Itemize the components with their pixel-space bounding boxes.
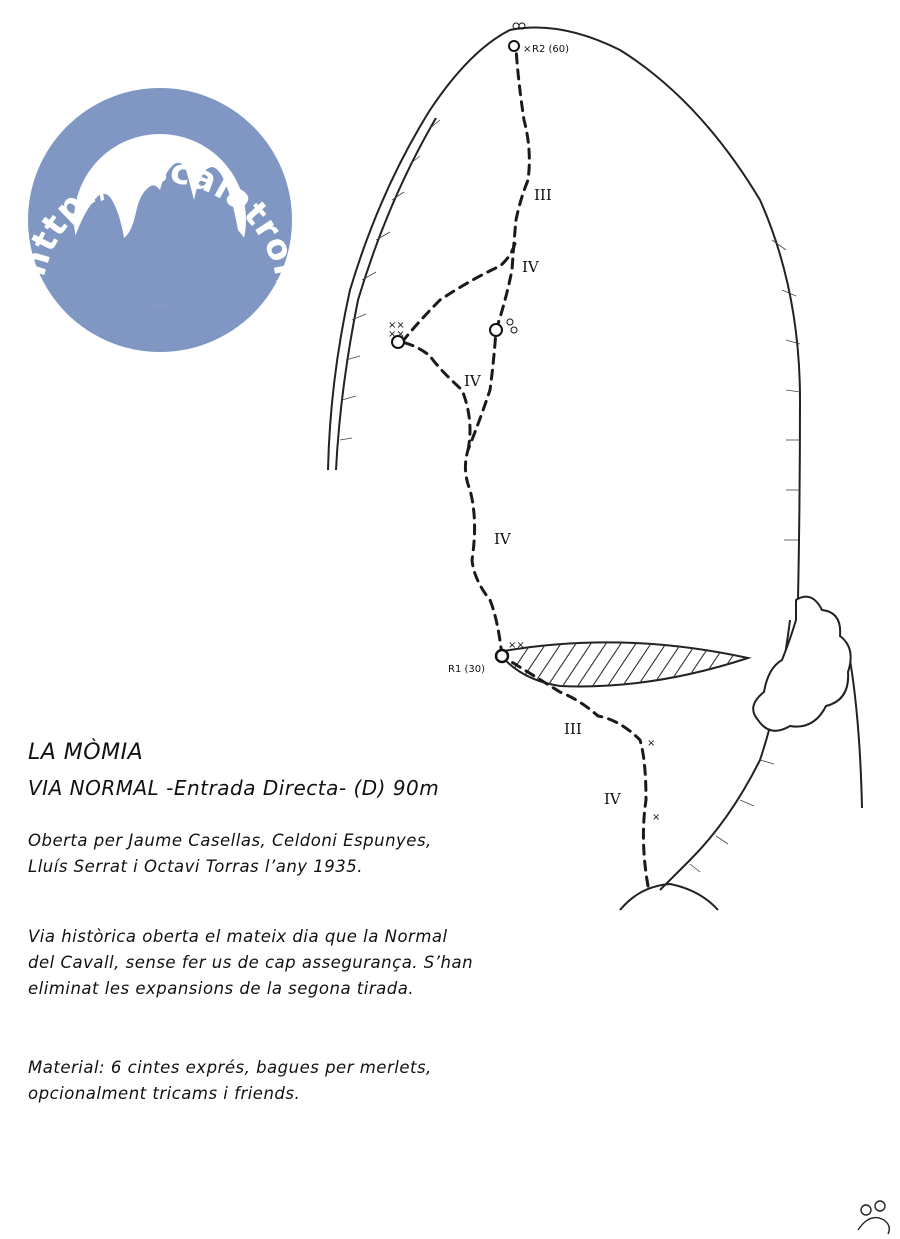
bush-icon (753, 597, 850, 731)
svg-text:××: ×× (388, 320, 405, 331)
grade-label: III (534, 186, 552, 204)
site-logo (13, 88, 309, 449)
svg-text:R2 (60): R2 (60) (532, 44, 570, 55)
svg-text:×: × (652, 812, 661, 823)
svg-text:×: × (523, 44, 532, 55)
route-line (402, 48, 648, 886)
route-title: LA MÒMIA (28, 740, 144, 765)
grade-label: IV (464, 372, 481, 390)
material-paragraph: Material: 6 cintes exprés, bagues per merlets, opcionalment tricams i friends. (28, 1058, 432, 1103)
grade-label: III (564, 720, 582, 738)
svg-text:××: ×× (388, 329, 405, 340)
svg-text:R1 (30): R1 (30) (448, 664, 486, 675)
grade-label: IV (494, 530, 511, 548)
opened-by-paragraph: Oberta per Jaume Casellas, Celdoni Espunyes, Lluís Serrat i Octavi Torras l’any 1935. (28, 831, 432, 876)
grade-label: IV (522, 258, 539, 276)
svg-text:×: × (647, 738, 656, 749)
history-paragraph: Via històrica oberta el mateix dia que la Normal del Cavall, sense fer us de cap assegurança. S’han eliminat les expansions de la segona tirada. (28, 927, 474, 998)
svg-text:××: ×× (508, 640, 525, 651)
left-belay (388, 320, 405, 348)
roof-overhang (498, 630, 750, 690)
bolt-markers (647, 738, 660, 823)
grade-label: IV (604, 790, 621, 808)
author-mark-icon (858, 1201, 889, 1234)
route-subtitle: VIA NORMAL -Entrada Directa- (D) 90m (28, 776, 440, 800)
logo-url-text: http://escalatroncs.wordpress.com (12, 150, 310, 450)
mid-belay (490, 319, 517, 336)
